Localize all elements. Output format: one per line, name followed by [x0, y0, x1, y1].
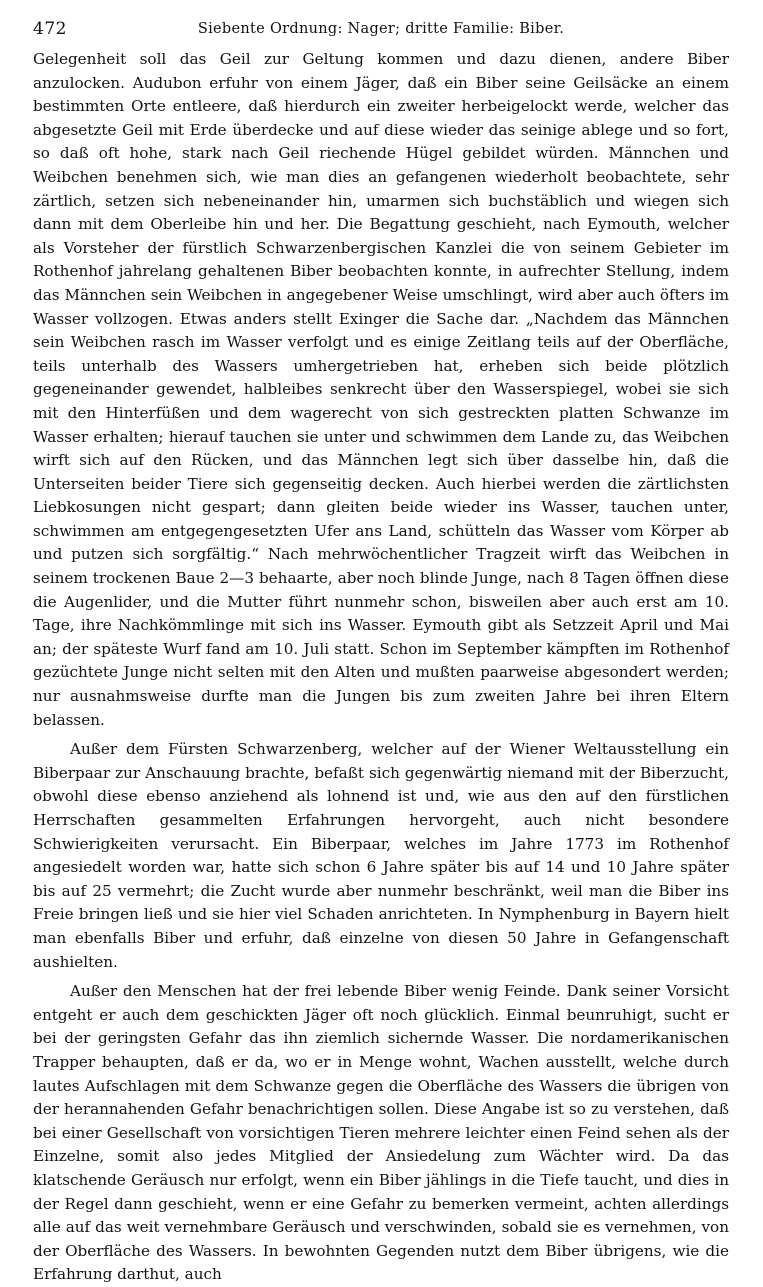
page-number: 472: [33, 19, 67, 39]
running-head-title: Siebente Ordnung: Nager; dritte Familie: Biber.: [197, 21, 565, 37]
paragraph-breeding: Außer dem Fürsten Schwarzenberg, welcher auf der Wiener Weltausstellung ein Biberpaar zur Anschauung brachte, befaßt sich gegenwärtig niemand mit der Biberzucht, obwohl diese ebenso anziehend als lohnend ist und, wie aus den auf den fürstlichen Herrschaften gesammelten Erfahrungen hervorgeht, auch nicht besondere Schwierigkeiten verursacht. Ein Biberpaar, welches im Jahre 1773 im Rothenhof angesiedelt worden war, hatte sich schon 6 Jahre später bis auf 14 und 10 Jahre später bis auf 25 vermehrt; die Zucht wurde aber nunmehr beschränkt, weil man die Biber ins Freie bringen ließ und sie hier viel Schaden anrichteten. In Nymphenburg in Bayern hielt man ebenfalls Biber und erfuhr, daß einzelne von diesen 50 Jahre in Gefangenschaft aushielten.: [33, 740, 729, 971]
paragraph-enemies: Außer den Menschen hat der frei lebende Biber wenig Feinde. Dank seiner Vorsicht entgeht er auch dem geschickten Jäger oft noch glücklich. Einmal beunruhigt, sucht er bei der geringsten Gefahr das ihn ziemlich sichernde Wasser. Die nordamerikanischen Trapper behaupten, daß er da, wo er in Menge wohnt, Wachen ausstellt, welche durch lautes Aufschlagen mit dem Schwanze gegen die Oberfläche des Wassers die übrigen von der herannahenden Gefahr benachrichtigen sollen. Diese Angabe ist so zu verstehen, daß bei einer Gesellschaft von vorsichtigen Tieren mehrere leichter einen Feind sehen als der Einzelne, somit also jedes Mitglied der Ansiedelung zum Wächter wird. Da das klatschende Geräusch nur erfolgt, wenn ein Biber jählings in die Tiefe taucht, und dies in der Regel dann geschieht, wenn er eine Gefahr zu bemerken vermeint, achten allerdings alle auf das weit vernehmbare Geräusch und verschwinden, sobald sie es vernehmen, von der Oberfläche des Wassers. In bewohnten Gegenden nutzt dem Biber übrigens, wie die Erfahrung darthut, auch: [33, 982, 729, 1284]
paragraph-continued: Gelegenheit soll das Geil zur Geltung kommen und dazu dienen, andere Biber anzulocken. Audubon erfuhr von einem Jäger, daß ein Biber seine Geilsäcke an einem bestimmten Orte entleere, daß hierdurch ein zweiter herbeigelockt werde, welcher das abgesetzte Geil mit Erde überdecke und auf diese wieder das seinige ablege und so fort, so daß oft hohe, stark nach Geil riechende Hügel gebildet würden. Männchen und Weibchen benehmen sich, wie man dies an gefangenen wiederholt beobachtete, sehr zärtlich, setzen sich nebeneinander hin, umarmen sich buchstäblich und wiegen sich dann mit dem Oberleibe hin und her. Die Begattung geschieht, nach Eymouth, welcher als Vorsteher der fürstlich Schwarzenbergischen Kanzlei die von seinem Gebieter im Rothenhof jahrelang gehaltenen Biber beobachten konnte, in aufrechter Stellung, indem das Männchen sein Weibchen in angegebener Weise umschlingt, wird aber auch öfters im Wasser vollzogen. Etwas anders stellt Exinger die Sache dar. „Nachdem das Männchen sein Weibchen rasch im Wasser verfolgt und es einige Zeitlang teils auf der Oberfläche, teils unterhalb des Wassers umhergetrieben hat, erheben sich beide plötzlich gegeneinander gewendet, halbleibes senkrecht über den Wasserspiegel, wobei sie sich mit den Hinterfüßen und dem wagerecht von sich gestreckten platten Schwanze im Wasser erhalten; hierauf tauchen sie unter und schwimmen dem Lande zu, das Weibchen wirft sich auf den Rücken, und das Männchen legt sich über dasselbe hin, daß die Unterseiten beider Tiere sich gegenseitig decken. Auch hierbei werden die zärtlichsten Liebkosungen nicht gespart; dann gleiten beide wieder ins Wasser, tauchen unter, schwimmen am entgegengesetzten Ufer ans Land, schütteln das Wasser vom Körper ab und putzen sich sorgfältig.“ Nach mehrwöchentlicher Tragzeit wirft das Weibchen in seinem trockenen Baue 2—3 behaarte, aber noch blinde Junge, nach 8 Tagen öffnen diese die Augenlider, und die Mutter führt nunmehr schon, bisweilen aber auch erst am 10. Tage, ihre Nachkömmlinge mit sich ins Wasser. Eymouth gibt als Setzzeit April und Mai an; der späteste Wurf fand am 10. Juli statt. Schon im September kämpften im Rothenhof gezüchtete Junge nicht selten mit den Alten und mußten paarweise abgesondert werden; nur ausnahmsweise durfte man die Jungen bis zum zweiten Jahre bei ihren Eltern belassen.: [33, 50, 729, 729]
body-text: [33, 48, 729, 1287]
running-head: [33, 14, 729, 44]
